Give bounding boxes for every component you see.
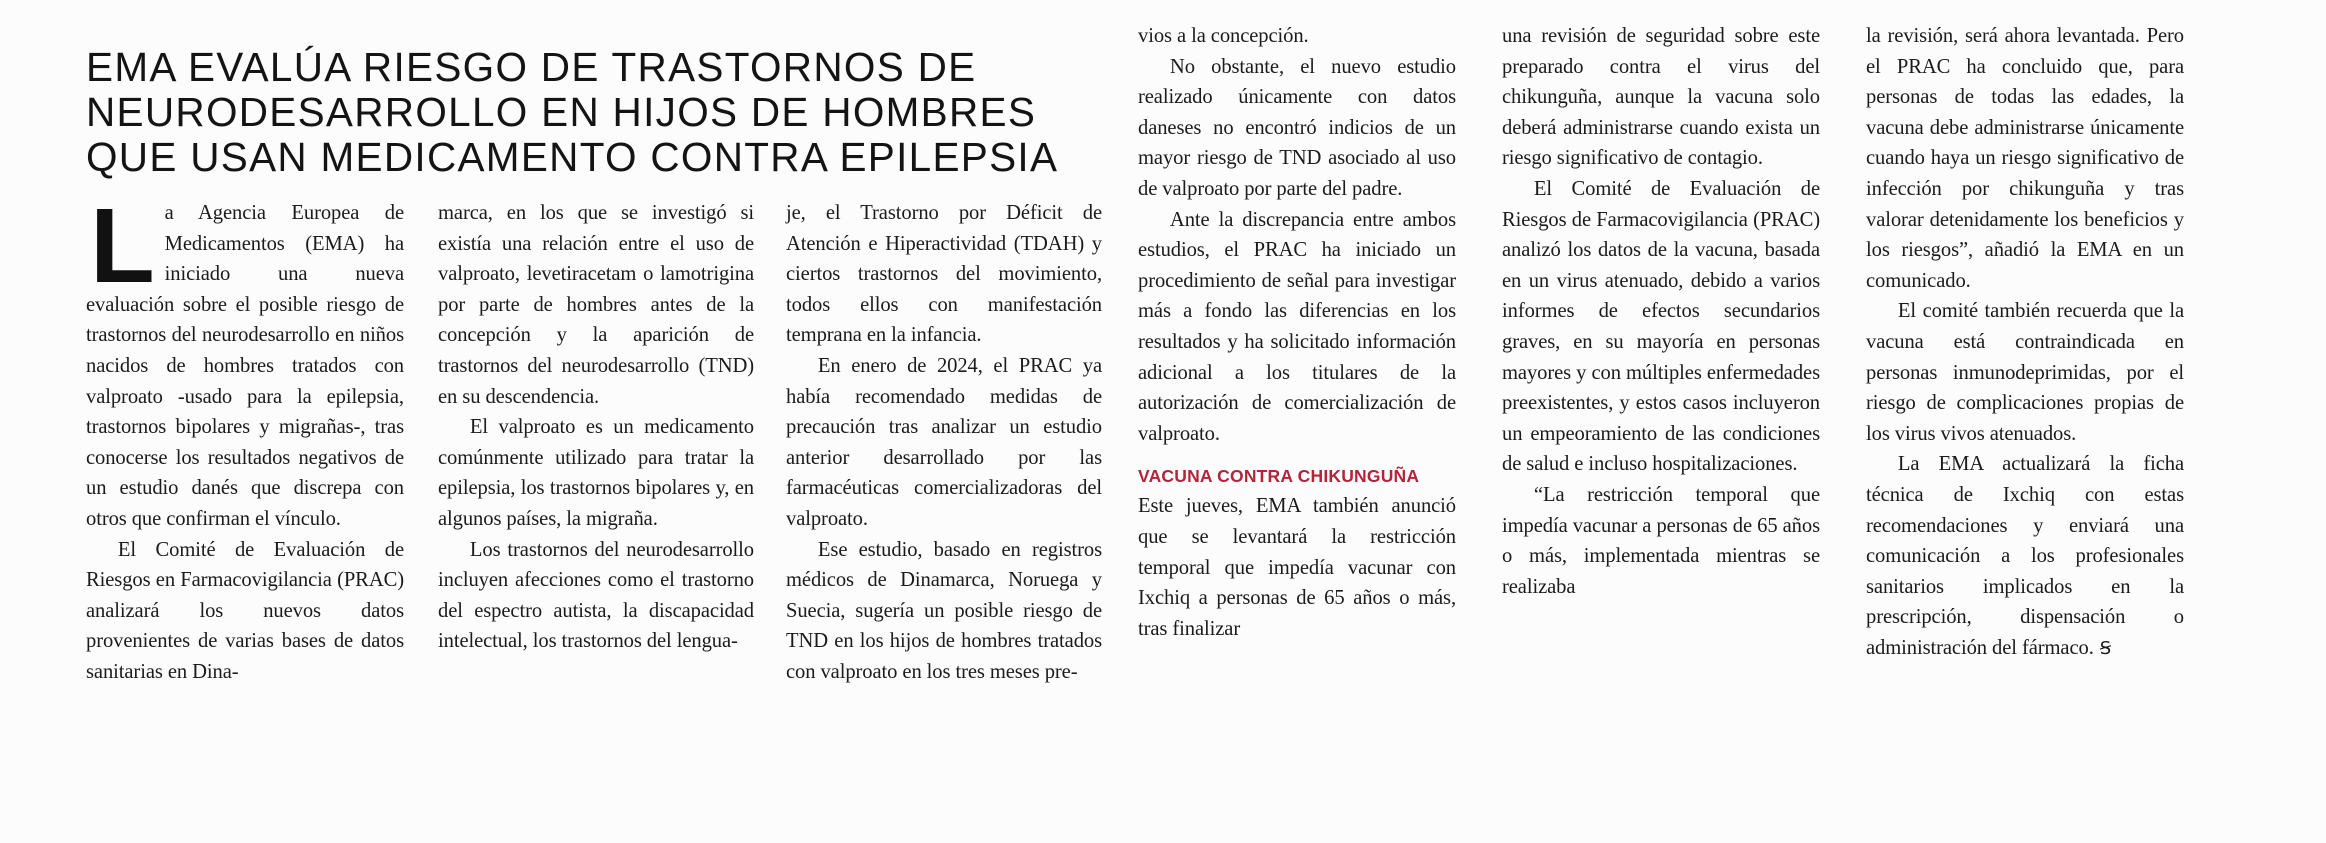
- paragraph: Ante la discrepancia entre ambos estudios, el PRAC ha iniciado un procedimiento de señal para investigar más a fondo las diferencias en los resultados y ha solicitado información adicional a los titulares de la autorización de comercialización de valproato.: [1138, 208, 1456, 445]
- article-column-6: [1866, 21, 2184, 664]
- paragraph: Este jueves, EMA también anunció que se levantará la restricción temporal que impedía vacunar con Ixchiq a personas de 65 años o más, tras finalizar: [1138, 495, 1456, 640]
- headline-line-1: EMA EVALÚA RIESGO DE TRASTORNOS DE: [86, 44, 977, 91]
- paragraph: la revisión, será ahora levantada. Pero el PRAC ha concluido que, para personas de todas las edades, la vacuna debe administrarse únicamente cuando haya un riesgo significativo de infección por chikunguña y tras valorar detenidamente los beneficios y los riesgos”, añadió la EMA en un comunicado.: [1866, 25, 2184, 292]
- paragraph: No obstante, el nuevo estudio realizado únicamente con datos daneses no encontró indicios de un mayor riesgo de TND asociado al uso de valproato por parte del padre.: [1138, 55, 1456, 200]
- article-column-1: [86, 187, 404, 688]
- paragraph: El valproato es un medicamento comúnmente utilizado para tratar la epilepsia, los trastornos bipolares y, en algunos países, la migraña.: [438, 416, 754, 530]
- headline: [86, 45, 1136, 180]
- paragraph: [86, 187, 404, 535]
- section-subheading: VACUNA CONTRA CHIKUNGUÑA: [1138, 466, 1420, 487]
- paragraph-text: La EMA actualizará la ficha técnica de Ixchiq con estas recomendaciones y enviará una comunicación a los profesionales sanitarios implicados en la prescripción, dispensación o administración del fármaco.: [1866, 453, 2184, 659]
- paragraph: “La restricción temporal que impedía vacunar a personas de 65 años o más, implementada mientras se realizaba: [1502, 483, 1820, 598]
- paragraph: Ese estudio, basado en registros médicos de Dinamarca, Noruega y Suecia, sugería un posible riesgo de TND en los hijos de hombres tratados con valproato en los tres meses pre-: [786, 538, 1102, 683]
- headline-line-3: QUE USAN MEDICAMENTO CONTRA EPILEPSIA: [86, 134, 1059, 181]
- end-of-article-icon: Ꞩ: [2099, 637, 2112, 659]
- paragraph-text: a Agencia Europea de Medicamentos (EMA) ha iniciado una nueva evaluación sobre el posible riesgo de trastornos del neurodesarrollo en niños nacidos de hombres tratados con valproato -usado para la epilepsia, trastornos bipolares y migrañas-, tras conocerse los resultados negativos de un estudio danés que discrepa con otros que confirman el vínculo.: [86, 202, 404, 530]
- headline-line-2: NEURODESARROLLO EN HIJOS DE HOMBRES: [86, 89, 1037, 136]
- article-column-2: [438, 198, 754, 657]
- drop-cap: L: [90, 187, 155, 305]
- paragraph: El comité también recuerda que la vacuna está contraindicada en personas inmunodeprimidas, por el riesgo de complicaciones propias de los virus vivos atenuados.: [1866, 300, 2184, 445]
- article-column-5: [1502, 21, 1820, 602]
- article-column-4: [1138, 21, 1456, 644]
- paragraph: En enero de 2024, el PRAC ya había recomendado medidas de precaución tras analizar un estudio anterior desarrollado por las farmacéuticas comercializadoras del valproato.: [786, 354, 1102, 530]
- paragraph: una revisión de seguridad sobre este preparado contra el virus del chikunguña, aunque la vacuna solo deberá administrarse cuando exista un riesgo significativo de contagio.: [1502, 25, 1820, 170]
- paragraph: [1866, 449, 2184, 664]
- paragraph: Los trastornos del neurodesarrollo incluyen afecciones como el trastorno del espectro autista, la discapacidad intelectual, los trastornos del lengua-: [438, 538, 754, 653]
- paragraph: je, el Trastorno por Déficit de Atención e Hiperactividad (TDAH) y ciertos trastornos del movimiento, todos ellos con manifestación temprana en la infancia.: [786, 202, 1102, 347]
- paragraph: vios a la concepción.: [1138, 25, 1309, 47]
- paragraph: El Comité de Evaluación de Riesgos de Farmacovigilancia (PRAC) analizó los datos de la vacuna, basada en un virus atenuado, debido a varios informes de efectos secundarios graves, en su mayoría en personas mayores y con múltiples enfermedades preexistentes, y estos casos incluyeron un empeoramiento de las condiciones de salud e incluso hospitalizaciones.: [1502, 177, 1820, 476]
- article-column-3: [786, 198, 1102, 688]
- paragraph: El Comité de Evaluación de Riesgos en Farmacovigilancia (PRAC) analizará los nuevos datos provenientes de varias bases de datos sanitarias en Dina-: [86, 538, 404, 683]
- paragraph: marca, en los que se investigó si existía una relación entre el uso de valproato, levetiracetam o lamotrigina por parte de hombres antes de la concepción y la aparición de trastornos del neurodesarrollo (TND) en su descendencia.: [438, 202, 754, 408]
